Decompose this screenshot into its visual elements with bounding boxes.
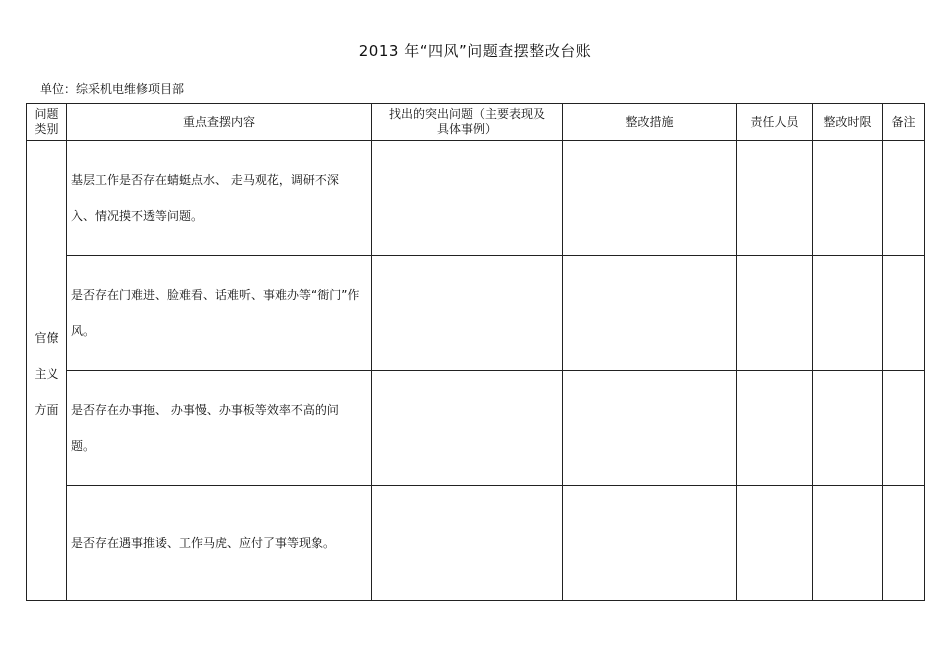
header-responsible: 责任人员	[737, 104, 813, 141]
deadline-cell[interactable]	[813, 486, 883, 601]
measures-cell[interactable]	[563, 141, 737, 256]
key-content-cell: 是否存在遇事推诿、工作马虎、应付了事等现象。	[67, 486, 372, 601]
deadline-cell[interactable]	[813, 371, 883, 486]
key-content-cell: 是否存在办事拖、 办事慢、办事板等效率不高的问题。	[67, 371, 372, 486]
responsible-cell[interactable]	[737, 371, 813, 486]
responsible-cell[interactable]	[737, 141, 813, 256]
problems-cell[interactable]	[372, 486, 563, 601]
problems-cell[interactable]	[372, 141, 563, 256]
deadline-cell[interactable]	[813, 141, 883, 256]
key-content-cell: 是否存在门难进、脸难看、话难听、事难办等“衙门”作风。	[67, 256, 372, 371]
table-row	[27, 371, 925, 486]
problems-cell[interactable]	[372, 256, 563, 371]
table-header-row	[27, 104, 925, 141]
header-measures: 整改措施	[563, 104, 737, 141]
responsible-cell[interactable]	[737, 486, 813, 601]
header-category: 问题 类别	[27, 104, 67, 141]
header-remarks: 备注	[883, 104, 925, 141]
responsible-cell[interactable]	[737, 256, 813, 371]
measures-cell[interactable]	[563, 371, 737, 486]
problems-cell[interactable]	[372, 371, 563, 486]
remarks-cell[interactable]	[883, 371, 925, 486]
remarks-cell[interactable]	[883, 486, 925, 601]
category-cell: 官僚 主义 方面	[27, 141, 67, 601]
rectification-ledger-table	[26, 103, 925, 601]
remarks-cell[interactable]	[883, 256, 925, 371]
deadline-cell[interactable]	[813, 256, 883, 371]
table-row	[27, 256, 925, 371]
unit-label: 单位：综采机电维修项目部	[40, 82, 185, 96]
key-content-cell: 基层工作是否存在蜻蜓点水、 走马观花，调研不深入、情况摸不透等问题。	[67, 141, 372, 256]
remarks-cell[interactable]	[883, 141, 925, 256]
measures-cell[interactable]	[563, 256, 737, 371]
table-row	[27, 141, 925, 256]
measures-cell[interactable]	[563, 486, 737, 601]
header-problems: 找出的突出问题（主要表现及 具体事例）	[372, 104, 563, 141]
header-deadline: 整改时限	[813, 104, 883, 141]
table-row	[27, 486, 925, 601]
document-title: 2013 年“四风”问题查摆整改台账	[358, 42, 592, 60]
header-key-content: 重点查摆内容	[67, 104, 372, 141]
